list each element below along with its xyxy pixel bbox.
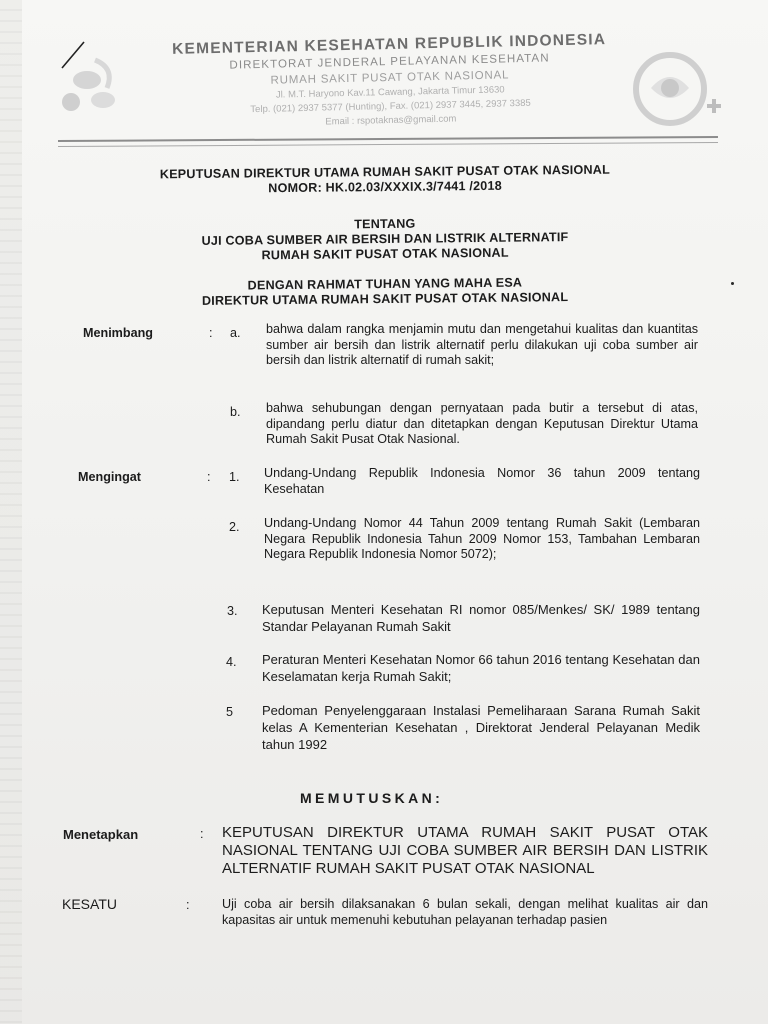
mengingat-item-text: Undang-Undang Republik Indonesia Nomor 36 tahun 2009 tentang Kesehatan bbox=[264, 466, 700, 496]
decree-title bbox=[60, 162, 710, 199]
menimbang-item-text: bahwa sehubungan dengan pernyataan pada butir a tersebut di atas, dipandang perlu diatur dan ditetapkan dengan Keputusan Direktur Utama Rumah Sakit Pusat Otak Nasional. bbox=[266, 401, 698, 447]
decree-number: NOMOR: HK.02.03/XXXIX.3/7441 /2018 bbox=[268, 178, 502, 196]
invocation-block bbox=[60, 274, 710, 311]
colon: : bbox=[207, 470, 211, 484]
item-marker: a. bbox=[230, 326, 241, 340]
scan-binding-edge bbox=[0, 0, 22, 1024]
item-marker: b. bbox=[230, 405, 241, 419]
hospital-name: RUMAH SAKIT PUSAT OTAK NASIONAL bbox=[270, 69, 510, 87]
colon: : bbox=[200, 827, 204, 841]
subject-line: RUMAH SAKIT PUSAT OTAK NASIONAL bbox=[261, 245, 509, 263]
menimbang-item-text: bahwa dalam rangka menjamin mutu dan mengetahui kualitas dan kuantitas sumber air bersih dan listrik alternatif perlu dilakukan uji coba sumber air bersih dan listrik alternatif di rumah sakit; bbox=[266, 322, 698, 368]
kesatu-label: KESATU bbox=[62, 896, 117, 912]
subject-block bbox=[60, 214, 710, 266]
subject-line: UJI COBA SUMBER AIR BERSIH DAN LISTRIK ALTERNATIF bbox=[201, 230, 569, 248]
hospital-address: Jl. M.T. Haryono Kav.11 Cawang, Jakarta Timur 13630 bbox=[275, 84, 505, 101]
mengingat-item-text: Pedoman Penyelenggaraan Instalasi Pemeliharaan Sarana Rumah Sakit kelas A Kementerian Kesehatan , Direktorat Jenderal Pelayanan Medik tahun 1992 bbox=[262, 703, 700, 752]
mengingat-item-text: Undang-Undang Nomor 44 Tahun 2009 tentang Rumah Sakit (Lembaran Negara Republik Indonesia Tahun 2009 Nomor 153, Tambahan Lembaran Negara Republik Indonesia Nomor 5072); bbox=[264, 516, 700, 562]
colon: : bbox=[186, 898, 190, 912]
ministry-logo bbox=[55, 50, 145, 130]
memutuskan-heading: MEMUTUSKAN: bbox=[300, 790, 444, 806]
hospital-email: Email : rspotaknas@gmail.com bbox=[325, 113, 457, 128]
item-marker: 4. bbox=[226, 655, 237, 669]
menetapkan-text: KEPUTUSAN DIREKTUR UTAMA RUMAH SAKIT PUSAT OTAK NASIONAL TENTANG UJI COBA SUMBER AIR BERSIH DAN LISTRIK ALTERNATIF RUMAH SAKIT PUSAT OTAK NASIONAL bbox=[222, 824, 708, 877]
directorate-name: DIREKTORAT JENDERAL PELAYANAN KESEHATAN bbox=[229, 52, 550, 72]
menimbang-label: Menimbang bbox=[83, 326, 153, 340]
item-marker: 1. bbox=[229, 470, 240, 484]
kesatu-text: Uji coba air bersih dilaksanakan 6 bulan sekali, dengan melihat kualitas air dan kapasitas air untuk memenuhi kebutuhan pelayanan terhadap pasien bbox=[222, 897, 708, 927]
ministry-name: KEMENTERIAN KESEHATAN REPUBLIK INDONESIA bbox=[171, 31, 607, 58]
item-marker: 3. bbox=[227, 604, 238, 618]
colon: : bbox=[209, 326, 213, 340]
letterhead-text bbox=[139, 30, 641, 131]
menetapkan-label: Menetapkan bbox=[63, 827, 139, 842]
scan-speck bbox=[731, 282, 734, 285]
mengingat-item-text: Keputusan Menteri Kesehatan RI nomor 085/Menkes/ SK/ 1989 tentang Standar Pelayanan Rumah Sakit bbox=[262, 602, 700, 634]
decree-title-line: KEPUTUSAN DIREKTUR UTAMA RUMAH SAKIT PUSAT OTAK NASIONAL bbox=[159, 162, 611, 182]
mengingat-item-text: Peraturan Menteri Kesehatan Nomor 66 tahun 2016 tentang Kesehatan dan Keselamatan kerja Rumah Sakit; bbox=[262, 652, 700, 684]
invocation-line: DENGAN RAHMAT TUHAN YANG MAHA ESA bbox=[247, 275, 523, 293]
hospital-phone: Telp. (021) 2937 5377 (Hunting), Fax. (021) 2937 3445, 2937 3385 bbox=[250, 97, 531, 116]
hospital-logo bbox=[625, 44, 725, 134]
letterhead-divider bbox=[58, 136, 718, 147]
item-marker: 2. bbox=[229, 520, 240, 534]
letterhead bbox=[40, 30, 740, 148]
item-marker: 5 bbox=[226, 705, 234, 719]
tentang-heading: TENTANG bbox=[354, 216, 416, 232]
issuer-line: DIREKTUR UTAMA RUMAH SAKIT PUSAT OTAK NASIONAL bbox=[201, 290, 569, 308]
mengingat-label: Mengingat bbox=[78, 470, 141, 484]
